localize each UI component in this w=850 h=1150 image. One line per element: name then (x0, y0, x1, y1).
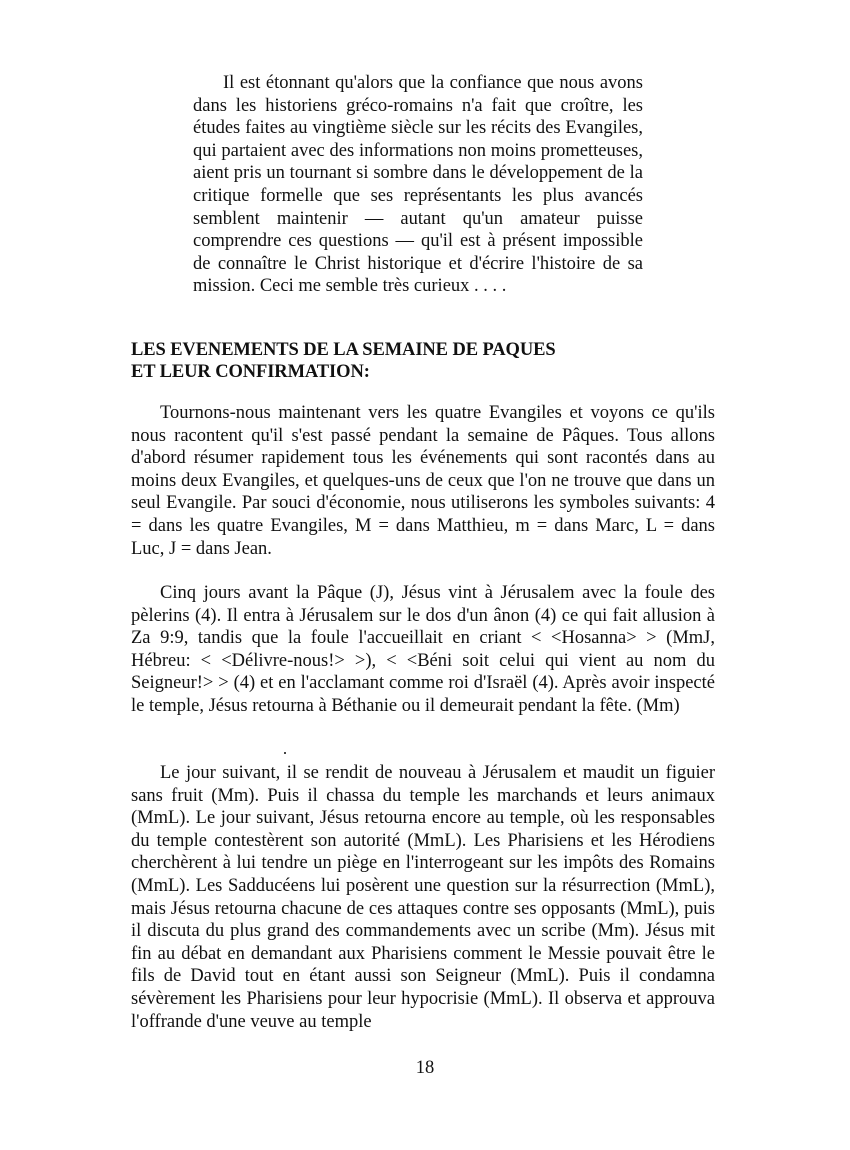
section-heading (131, 340, 651, 383)
block-quote: Il est étonnant qu'alors que la confiance que nous avons dans les historiens gréco-romains n'a fait que croître, les études faites au vingtième siècle sur les récits des Evangiles, qui partaient avec des informations non moins prometteuses, aient pris un tournant si sombre dans le développement de la critique formelle que ses représentants les plus avancés semblent maintenir — autant qu'un amateur puisse comprendre ces questions — qu'il est à présent impossible de connaître le Christ historique et d'écrire l'histoire de sa mission. Ceci me semble très curieux . . . . (193, 73, 643, 297)
scan-speck (284, 752, 286, 754)
body-paragraph-following-days: Le jour suivant, il se rendit de nouveau à Jérusalem et maudit un figuier sans fruit (Mm). Puis il chassa du temple les marchands et leurs animaux (MmL). Le jour suivant, Jésus retourna encore au temple, où les responsables du temple contestèrent son autorité (MmL). Les Pharisiens et les Hérodiens cherchèrent à lui tendre un piège en l'interrogeant sur les impôts des Romains (MmL). Les Sadducéens lui posèrent une question sur la résurrection (MmL), mais Jésus retourna chacune de ces attaques contre ses opposants (MmL), puis il discuta du plus grand des commandements avec un scribe (Mm). Jésus mit fin au débat en demandant aux Pharisiens comment le Messie pouvait être le fils de David tout en étant aussi son Seigneur (MmL). Puis il condamna sévèrement les Pharisiens pour leur hypocrisie (MmL). Il observa et approuva l'offrande d'une veuve au temple (131, 763, 715, 1032)
page-number: 18 (415, 1058, 435, 1078)
body-paragraph-symbols: Tournons-nous maintenant vers les quatre Evangiles et voyons ce qu'ils nous racontent qu'il s'est passé pendant la semaine de Pâques. Tous allons d'abord résumer rapidement tous les événements qui sont racontés dans au moins deux Evangiles, et quelques-uns de ceux que l'on ne trouve que dans un seul Evangile. Par souci d'économie, nous utiliserons les symboles suivants: 4 = dans les quatre Evangiles, M = dans Matthieu, m = dans Marc, L = dans Luc, J = dans Jean. (131, 403, 715, 559)
body-paragraph-entry-jerusalem: Cinq jours avant la Pâque (J), Jésus vint à Jérusalem avec la foule des pèlerins (4). Il entra à Jérusalem sur le dos d'un ânon (4) ce qui fait allusion à Za 9:9, tandis que la foule l'accueillait en criant < <Hosanna> > (MmJ, Hébreu: < <Délivre-nous!> >), < <Béni soit celui qui vient au nom du Seigneur!> > (4) et en l'acclamant comme roi d'Israël (4). Après avoir inspecté le temple, Jésus retourna à Béthanie ou il demeurait pendant la fête. (Mm) (131, 583, 715, 716)
section-heading-line-1: LES EVENEMENTS DE LA SEMAINE DE PAQUES (131, 340, 556, 360)
section-heading-line-2: ET LEUR CONFIRMATION: (131, 361, 370, 382)
